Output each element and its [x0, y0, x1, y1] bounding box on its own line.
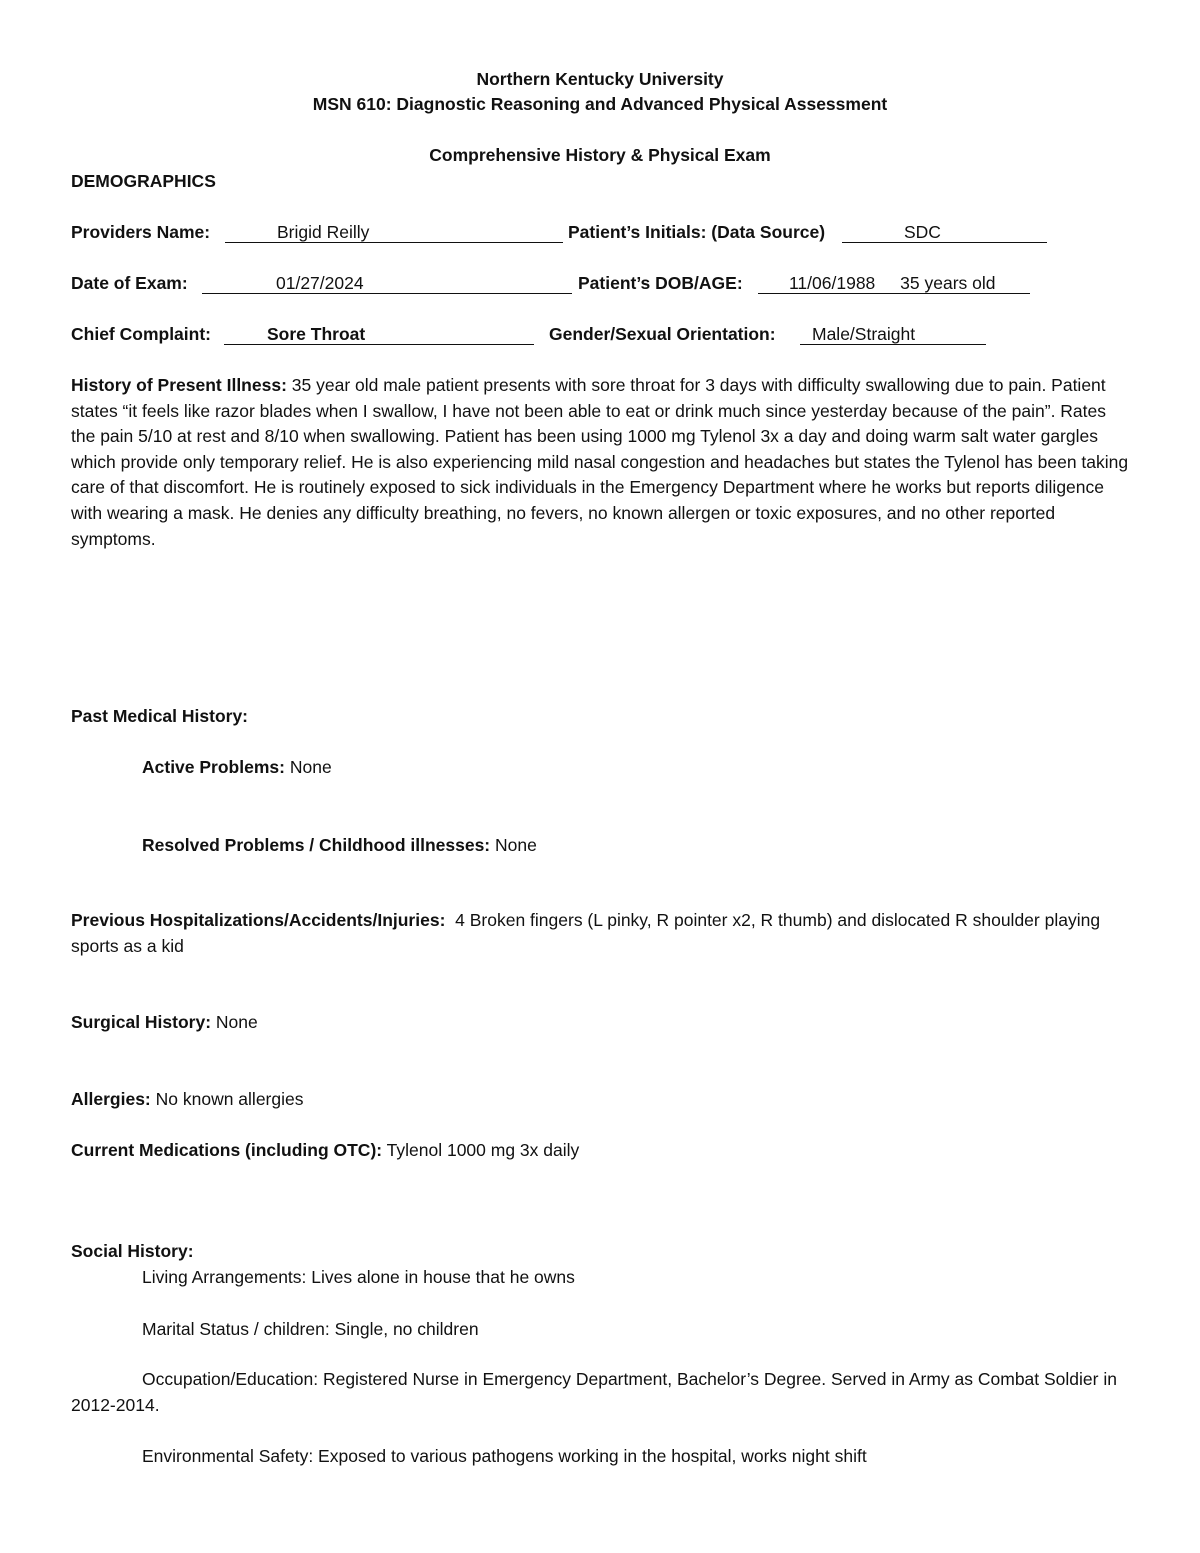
chief-complaint-label: Chief Complaint:	[71, 324, 211, 344]
current-medications	[71, 1142, 579, 1160]
current-medications-value: Tylenol 1000 mg 3x daily	[386, 1140, 580, 1160]
age-value: 35 years old	[900, 273, 996, 293]
allergies-label: Allergies:	[71, 1089, 151, 1109]
form-title: Comprehensive History & Physical Exam	[429, 145, 771, 165]
occupation-education: Occupation/Education: Registered Nurse in Emergency Department, Bachelor’s Degree. Served in Army as Combat Soldier in 2012-2014.	[71, 1369, 1117, 1415]
social-history-heading: Social History:	[71, 1241, 194, 1261]
resolved-problems	[142, 837, 537, 855]
pmh-heading: Past Medical History:	[71, 706, 248, 726]
dob-field	[758, 273, 1030, 294]
surgical-history	[71, 1014, 258, 1032]
university-title: Northern Kentucky University	[476, 69, 724, 89]
demographics-heading: DEMOGRAPHICS	[71, 171, 216, 191]
dob-label: Patient’s DOB/AGE:	[578, 273, 743, 293]
provider-value: Brigid Reilly	[277, 222, 370, 242]
resolved-problems-value: None	[495, 835, 537, 855]
exam-date-label: Date of Exam:	[71, 273, 188, 293]
hospitalizations-value: 4 Broken fingers (L pinky, R pointer x2, R thumb) and dislocated R shoulder playing sports as a kid	[71, 910, 1101, 956]
chief-complaint-field	[224, 324, 534, 345]
initials-field	[842, 222, 1047, 243]
hpi-text: 35 year old male patient presents with sore throat for 3 days with difficulty swallowing due to pain. Patient states “it feels like razor blades when I swallow, I have not been able to eat or drink much since yesterday because of the pain”. Rates the pain 5/10 at rest and 8/10 when swallowing. Patient has been using 1000 mg Tylenol 3x a day and doing warm salt water gargles which provide only temporary relief. He is also experiencing mild nasal congestion and headaches but states the Tylenol has been taking care of that discomfort. He is routinely exposed to sick individuals in the Emergency Department where he works but reports diligence with wearing a mask. He denies any difficulty breathing, no fevers, no known allergen or toxic exposures, and no other reported symptoms.	[71, 375, 1129, 549]
exam-date-value: 01/27/2024	[276, 273, 364, 293]
surgical-history-label: Surgical History:	[71, 1012, 212, 1032]
active-problems-value: None	[289, 757, 332, 777]
hospitalizations-label: Previous Hospitalizations/Accidents/Injuries:	[71, 910, 446, 930]
initials-value: SDC	[904, 222, 941, 242]
initials-label: Patient’s Initials: (Data Source)	[568, 222, 826, 242]
marital-status: Marital Status / children: Single, no children	[142, 1319, 479, 1339]
chief-complaint-value: Sore Throat	[267, 324, 366, 344]
course-title: MSN 610: Diagnostic Reasoning and Advanced Physical Assessment	[312, 94, 888, 114]
current-medications-label: Current Medications (including OTC):	[71, 1140, 383, 1160]
exam-date-field	[202, 273, 572, 294]
hospitalizations-paragraph	[71, 908, 1133, 959]
resolved-problems-label: Resolved Problems / Childhood illnesses:	[142, 835, 491, 855]
provider-label: Providers Name:	[71, 222, 211, 242]
living-arrangements: Living Arrangements: Lives alone in house that he owns	[142, 1267, 575, 1287]
hpi-label: History of Present Illness:	[71, 375, 287, 395]
active-problems-label: Active Problems:	[142, 757, 285, 777]
dob-value: 11/06/1988	[789, 273, 876, 293]
gender-field	[800, 324, 986, 345]
gender-label: Gender/Sexual Orientation:	[549, 324, 776, 344]
provider-field	[225, 222, 563, 243]
hpi-paragraph	[71, 373, 1133, 552]
surgical-history-value: None	[215, 1012, 258, 1032]
allergies-value: No known allergies	[155, 1089, 304, 1109]
active-problems	[142, 759, 332, 777]
gender-value: Male/Straight	[812, 324, 916, 344]
allergies	[71, 1091, 303, 1109]
environmental-safety: Environmental Safety: Exposed to various pathogens working in the hospital, works night shift	[142, 1446, 867, 1466]
